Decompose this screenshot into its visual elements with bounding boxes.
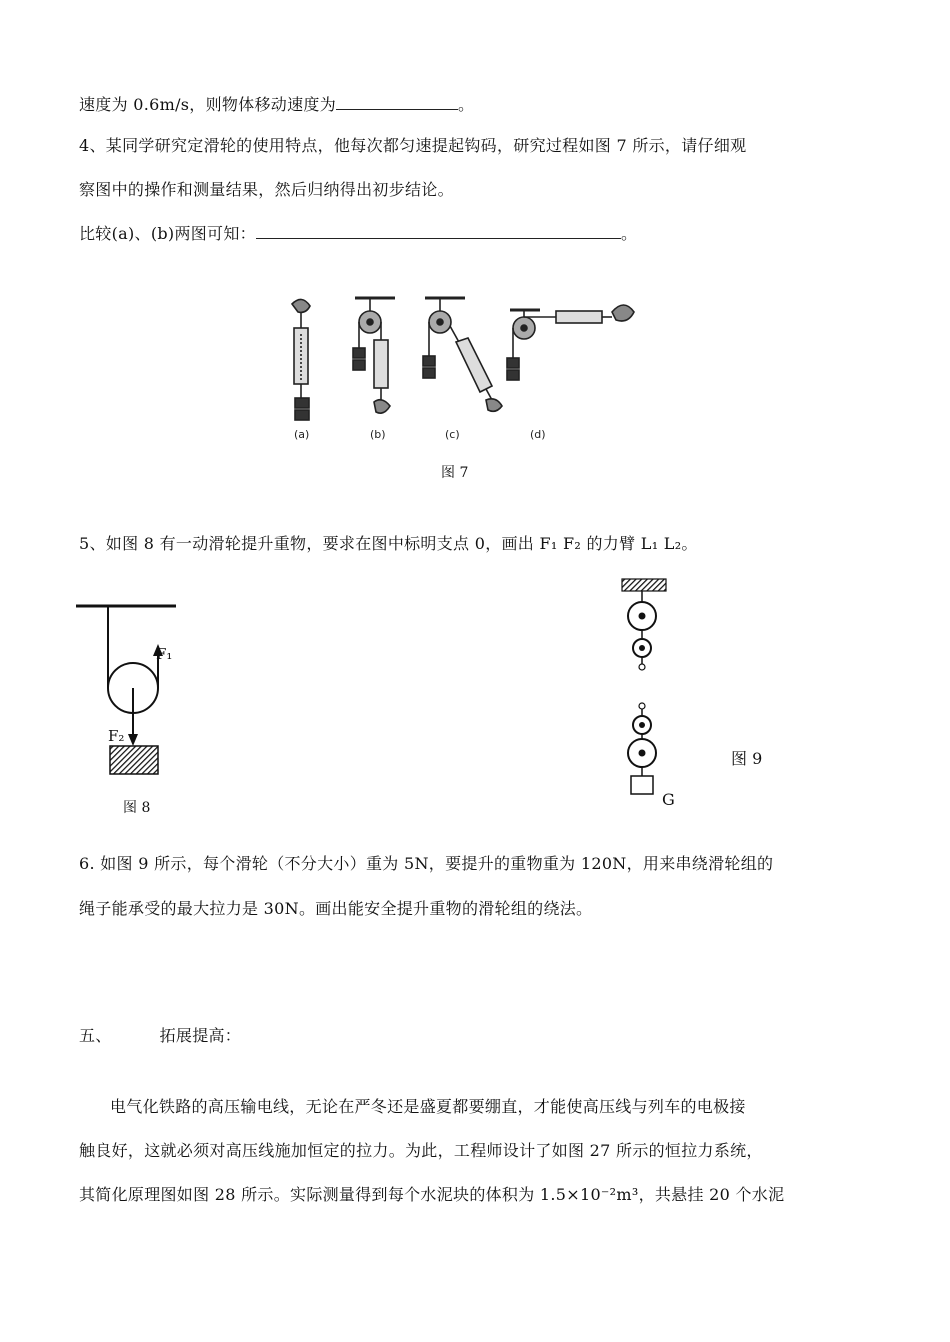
section-5-number: 五、 bbox=[79, 1026, 112, 1045]
q6-line-1: 6. 如图 9 所示，每个滑轮（不分大小）重为 5N，要提升的重物重为 120N，用来串绕滑轮组的 bbox=[79, 854, 774, 873]
figure-7 bbox=[270, 290, 650, 450]
fig7-label-c: (c) bbox=[445, 428, 460, 441]
section-5-heading bbox=[79, 1023, 241, 1046]
fig7-caption: 图 7 bbox=[441, 465, 469, 481]
q4-line-1: 4、某同学研究定滑轮的使用特点，他每次都匀速提起钩码，研究过程如图 7 所示，请仔细观 bbox=[79, 136, 747, 155]
line-q3-tail bbox=[79, 92, 474, 115]
fig8-weight bbox=[110, 746, 158, 774]
fig7-label-b: (b) bbox=[370, 428, 386, 441]
fig9-label-g: G bbox=[662, 790, 675, 809]
q3-tail-text: 速度为 0.6m/s，则物体移动速度为 bbox=[79, 95, 337, 114]
fig7-setup-a bbox=[292, 299, 310, 420]
answer-blank-speed[interactable] bbox=[336, 95, 458, 110]
q4-line-2: 察图中的操作和测量结果，然后归纳得出初步结论。 bbox=[79, 180, 454, 199]
fig7-setup-b bbox=[353, 298, 395, 413]
f2-arrow-icon bbox=[128, 734, 138, 746]
fig8-label-f1: F₁ bbox=[156, 645, 173, 663]
fig7-setup-c bbox=[423, 298, 502, 411]
q4-compare-end: 。 bbox=[620, 224, 638, 243]
section-5-title: 拓展提高： bbox=[159, 1026, 242, 1045]
fig9-caption: 图 9 bbox=[731, 749, 763, 768]
figure-8 bbox=[70, 596, 190, 786]
fig7-setup-d bbox=[507, 305, 634, 380]
fig8-caption: 图 8 bbox=[123, 800, 151, 816]
fig7-label-d: (d) bbox=[530, 428, 546, 441]
answer-blank-conclusion[interactable] bbox=[256, 224, 621, 239]
para-line-2: 触良好，这就必须对高压线施加恒定的拉力。为此，工程师设计了如图 27 所示的恒拉力系统， bbox=[79, 1141, 763, 1160]
fig9-weight bbox=[631, 776, 653, 794]
q3-tail-end: 。 bbox=[458, 95, 475, 114]
fig7-label-a: (a) bbox=[294, 428, 310, 441]
para-line-1: 电气化铁路的高压输电线，无论在严冬还是盛夏都要绷直，才能使高压线与列车的电极接 bbox=[110, 1097, 746, 1116]
fig8-label-f2: F₂ bbox=[108, 727, 125, 745]
figure-9 bbox=[610, 576, 670, 802]
q4-compare-text: 比较(a)、(b)两图可知： bbox=[79, 224, 256, 243]
q4-line-3 bbox=[79, 221, 637, 244]
q6-line-2: 绳子能承受的最大拉力是 30N。画出能安全提升重物的滑轮组的绕法。 bbox=[79, 899, 593, 918]
para-line-3: 其简化原理图如图 28 所示。实际测量得到每个水泥块的体积为 1.5×10⁻²m³，共悬挂 20 个水泥 bbox=[79, 1185, 785, 1204]
q5-line: 5、如图 8 有一动滑轮提升重物，要求在图中标明支点 0，画出 F₁ F₂ 的力臂 L₁ L₂。 bbox=[79, 534, 698, 553]
